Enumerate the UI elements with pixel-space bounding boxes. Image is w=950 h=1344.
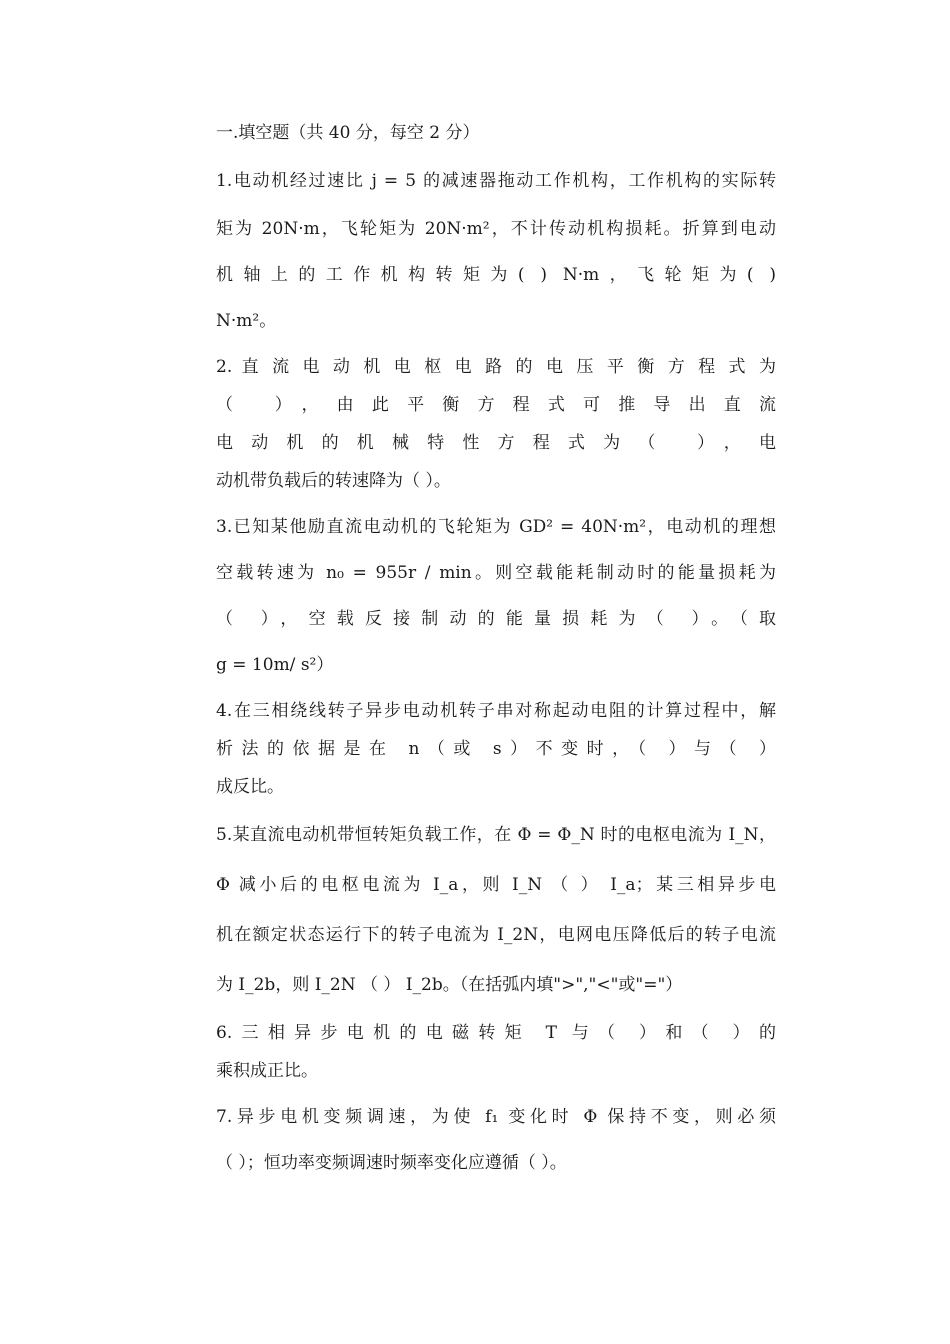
question-3-line-3: （ ），空载反接制动的能量损耗为（ ）。（取	[216, 609, 776, 629]
question-5-line-4: 为 I_2b，则 I_2N （ ） I_2b。（在括弧内填">","<"或"="）	[216, 975, 683, 995]
question-1-line-4: N·m²。	[216, 311, 277, 331]
question-6-line-2: 乘积成正比。	[216, 1061, 318, 1081]
question-4	[216, 692, 776, 806]
section-heading: 一.填空题（共 40 分，每空 2 分）	[216, 123, 480, 143]
question-2-line-3: 电动机的机械特性方程式为（ ），电	[216, 433, 776, 453]
question-7-line-2: （ ）；恒功率变频调速时频率变化应遵循（ ）。	[216, 1153, 567, 1173]
question-5-line-2: Φ 减小后的电枢电流为 I_a，则 I_N （ ） I_a；某三相异步电	[216, 875, 776, 895]
question-5-line-3: 机在额定状态运行下的转子电流为 I_2N，电网电压降低后的转子电流	[216, 925, 776, 945]
question-7	[216, 1094, 776, 1186]
question-1	[216, 156, 776, 344]
question-2	[216, 348, 776, 500]
question-5-line-1: 5.某直流电动机带恒转矩负载工作，在 Φ = Φ_N 时的电枢电流为 I_N，	[216, 825, 776, 845]
question-3-line-1: 3.已知某他励直流电动机的飞轮矩为 GD² = 40N·m²，电动机的理想	[216, 517, 776, 537]
question-4-line-1: 4.在三相绕线转子异步电动机转子串对称起动电阻的计算过程中，解	[216, 701, 776, 721]
question-1-line-1: 1.电动机经过速比 j = 5 的减速器拖动工作机构，工作机构的实际转	[216, 171, 776, 191]
question-4-line-3: 成反比。	[216, 777, 284, 797]
question-2-line-2: （ ），由此平衡方程式可推导出直流	[216, 395, 776, 415]
question-3-line-4: g = 10m/ s²）	[216, 655, 334, 675]
question-2-line-1: 2. 直 流 电 动 机 电 枢 电 路 的 电 压 平 衡 方 程 式 为	[216, 357, 776, 377]
question-4-line-2: 析法的依据是在 n（或 s）不变时，（ ）与（ ）	[216, 739, 776, 759]
question-3	[216, 504, 776, 688]
question-3-line-2: 空载转速为 n₀ = 955r / min。则空载能耗制动时的能量损耗为	[216, 563, 776, 583]
question-2-line-4: 动机带负载后的转速降为（ ）。	[216, 471, 451, 491]
question-6-line-1: 6.三相异步电机的电磁转矩 T 与（ ）和（ ）的	[216, 1023, 776, 1043]
question-6	[216, 1014, 776, 1090]
question-1-line-2: 矩为 20N·m，飞轮矩为 20N·m²，不计传动机构损耗。折算到电动	[216, 219, 776, 239]
question-5	[216, 810, 776, 1010]
question-1-line-3: 机轴上的工作机构转矩为( ) N·m，飞轮矩为( )	[216, 265, 776, 285]
question-7-line-1: 7.异步电机变频调速，为使 f₁ 变化时 Φ 保持不变，则必须	[216, 1107, 776, 1127]
exam-page	[216, 118, 776, 1190]
